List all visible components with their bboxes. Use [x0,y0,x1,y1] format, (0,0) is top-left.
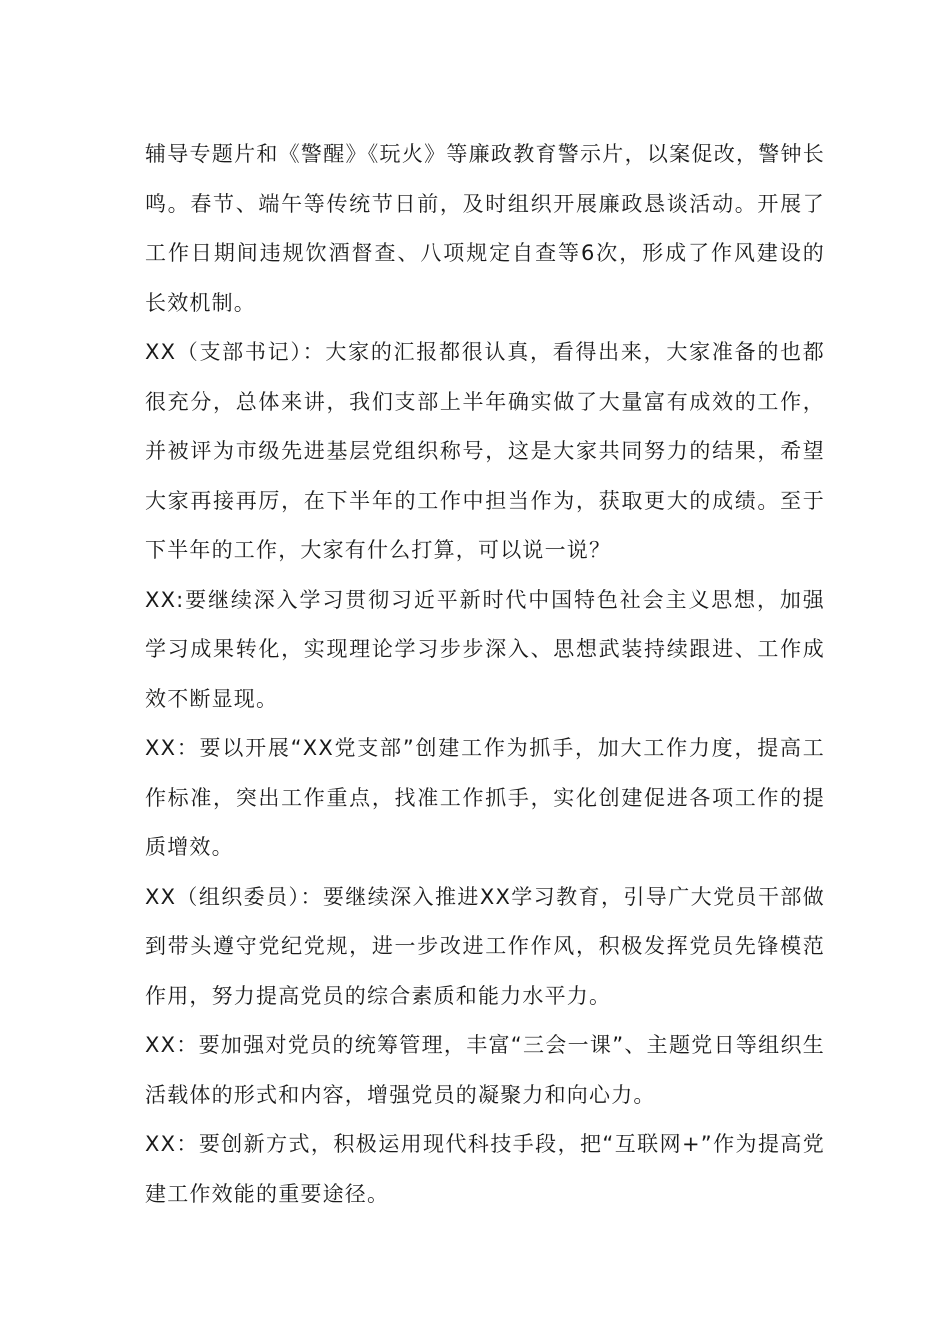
paragraph-5: XX（组织委员）：要继续深入推进XX学习教育，引导广大党员干部做到带头遵守党纪党规，进一步改进工作作风，积极发挥党员先锋模范作用，努力提高党员的综合素质和能力水平力。 [145,884,825,1008]
document-body [145,130,825,1219]
paragraph-3: XX:要继续深入学习贯彻习近平新时代中国特色社会主义思想，加强学习成果转化，实现理论学习步步深入、思想武装持续跟进、工作成效不断显现。 [145,587,825,711]
paragraph-1: 辅导专题片和《警醒》《玩火》等廉政教育警示片，以案促改，警钟长鸣。春节、端午等传统节日前，及时组织开展廉政恳谈活动。开展了工作日期间违规饮酒督查、八项规定自查等6次，形成了作风建设的长效机制。 [145,142,825,315]
paragraph-6: XX：要加强对党员的统筹管理，丰富“三会一课”、主题党日等组织生活载体的形式和内容，增强党员的凝聚力和向心力。 [145,1033,825,1107]
paragraph-4: XX：要以开展“XX党支部”创建工作为抓手，加大工作力度，提高工作标准，突出工作重点，找准工作抓手，实化创建促进各项工作的提质增效。 [145,736,825,859]
paragraph-2: XX（支部书记）：大家的汇报都很认真，看得出来，大家准备的也都很充分，总体来讲，我们支部上半年确实做了大量富有成效的工作，并被评为市级先进基层党组织称号，这是大家共同努力的结果，希望大家再接再厉，在下半年的工作中担当作为，获取更大的成绩。至于下半年的工作，大家有什么打算，可以说一说？ [145,340,825,562]
paragraph-7: XX：要创新方式，积极运用现代科技手段，把“互联网+”作为提高党建工作效能的重要途径。 [145,1132,825,1206]
